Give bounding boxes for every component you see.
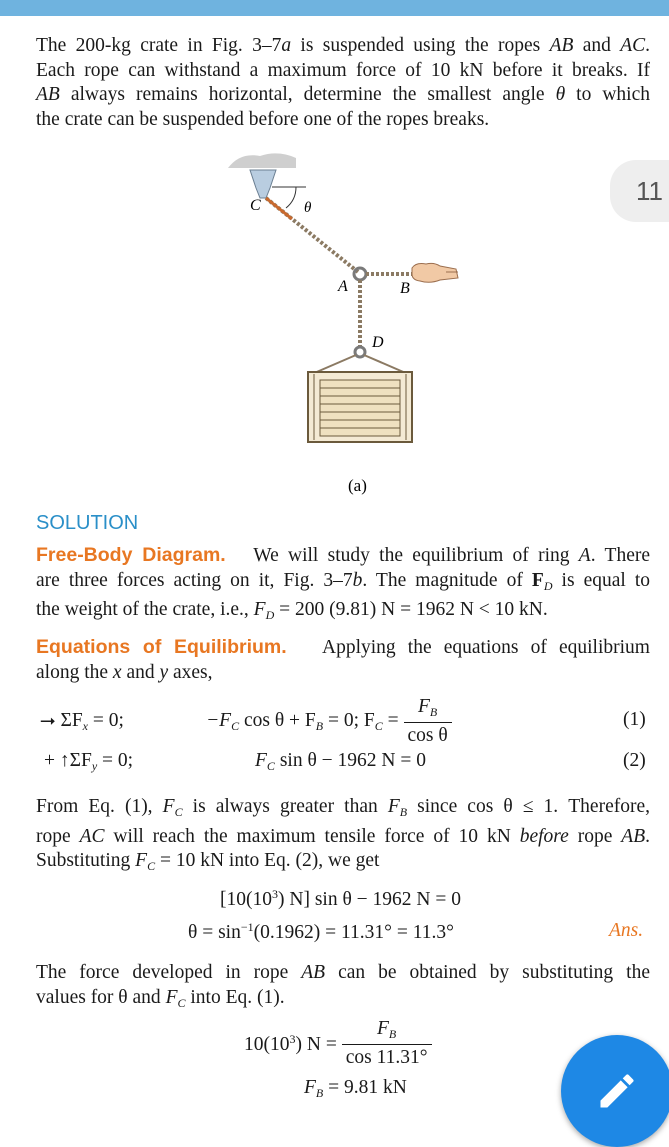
- angle-arc: [286, 187, 296, 208]
- analysis-paragraph: From Eq. (1), $F_C$ is always greater than $F_B$ since cos θ ≤ 1. Therefore, rope AC will reach the maximum tensile force of 10 kN before rope AB. Substituting $F_C = 10$ kN into Eq. (2), we get: [36, 796, 650, 873]
- problem-statement: The 200-kg crate in Fig. 3–7a is suspended using the ropes AB and AC. Each rope can withstand a maximum force of 10 kN before it breaks. If AB always remains horizontal, determine the smallest angle θ to which the crate can be suspended before one of the ropes breaks.: [36, 35, 650, 130]
- solution-heading: SOLUTION: [36, 512, 139, 534]
- label-theta: θ: [304, 200, 312, 216]
- ceiling-support: [228, 153, 296, 168]
- label-b: B: [400, 280, 410, 297]
- crate-figure: [220, 148, 480, 500]
- label-c: C: [250, 197, 261, 214]
- sum-fx-label: ⭢ $\Sigma F_x = 0$;: [40, 710, 124, 733]
- bracket: [250, 170, 276, 198]
- ring-d: [355, 347, 365, 357]
- equation-2-number: (2): [623, 750, 646, 771]
- equation-2: $F_C$ sin θ − 1962 N = 0: [255, 750, 426, 773]
- hand: [412, 263, 458, 282]
- page-number-tab: 11: [610, 160, 669, 222]
- ring-a: [354, 268, 366, 280]
- top-bar: [0, 0, 669, 16]
- result-equation-2: $\theta = \sin^{-1}(0.1962) = 11.31^\circ = 11.3^\circ$: [188, 920, 454, 943]
- pencil-icon: [595, 1069, 639, 1113]
- figure-caption: (a): [348, 476, 367, 495]
- equation-1: $-F_C$ $\cos \theta + F_B = 0$; $F_C$ = $\frac{F_B}{\text{cos θ}}$: [206, 696, 452, 747]
- sum-fy-label: + $↑\Sigma F_y = 0$;: [44, 750, 134, 773]
- force-paragraph: The force developed in rope AB can be obtained by substituting the values for θ and $F_C$ into Eq. (1).: [36, 962, 650, 1010]
- edit-fab-button[interactable]: [561, 1035, 669, 1147]
- answer-label: Ans.: [609, 920, 644, 941]
- label-a: A: [338, 278, 348, 295]
- label-d: D: [372, 334, 384, 351]
- final-equation-2: $F_B = 9.81$ kN: [304, 1077, 407, 1100]
- result-equation-1: [$10(10^3)$ N] sin θ − 1962 N = 0: [220, 887, 461, 910]
- equation-1-number: (1): [623, 709, 646, 730]
- final-equation-1: $10(10^3) N$ = $\frac{F_B}{\cos 11.31^\circ}$: [244, 1018, 432, 1069]
- fbd-paragraph: Free-Body Diagram. We will study the equilibrium of ring A. There are three forces acting on it, Fig. 3–7b. The magnitude of $F_D$ is equal to the weight of the crate, i.e., $F_D = 200$ (9.81) N = 1962 N < 10 kN.: [36, 544, 650, 622]
- equilibrium-paragraph: Equations of Equilibrium. Applying the equations of equilibrium along the x and y axes,: [36, 636, 650, 683]
